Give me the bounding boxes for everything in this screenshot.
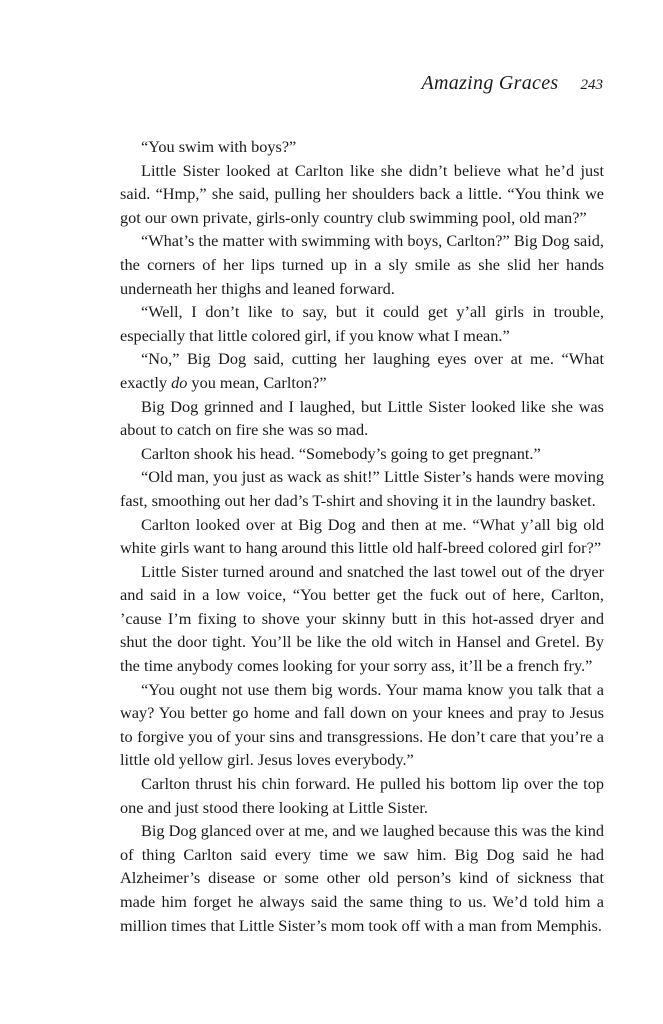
paragraph: “What’s the matter with swimming with boys, Carlton?” Big Dog said, the corners of her lips turned up in a sly smile as she slid her hands underneath her thighs and leaned forward.	[120, 231, 604, 298]
body-text	[120, 135, 604, 937]
paragraph: “Well, I don’t like to say, but it could get y’all girls in trouble, especially that little colored girl, if you know what I mean.”	[120, 302, 604, 345]
page-number: 243	[580, 77, 603, 93]
paragraph: Carlton shook his head. “Somebody’s going to get pregnant.”	[141, 443, 541, 463]
paragraph-text: you mean, Carlton?”	[187, 372, 327, 392]
paragraph: “You swim with boys?”	[141, 137, 297, 156]
paragraph: Little Sister turned around and snatched the last towel out of the dryer and said in a low voice, “You better get the fuck out of here, Carlton, ’cause I’m fixing to shove your skinny butt in this hot-assed dryer and shut the door tight. You’ll be like the old witch in Hansel and Gretel. By the time anybody comes looking for your sorry ass, it’ll be a french fry.”	[120, 561, 604, 676]
paragraph: Big Dog grinned and I laughed, but Little Sister looked like she was about to catch on fire she was so mad.	[120, 396, 604, 440]
emphasis-text: do	[171, 372, 188, 392]
paragraph: Carlton thrust his chin forward. He pulled his bottom lip over the top one and just stood there looking at Little Sister.	[120, 774, 604, 817]
paragraph: “You ought not use them big words. Your mama know you talk that a way? You better go home and fall down on your knees and pray to Jesus to forgive you of your sins and transgressions. He don’t care that you’re a little old yellow girl. Jesus loves everybody.”	[120, 679, 604, 770]
running-head	[422, 72, 603, 95]
paragraph: Little Sister looked at Carlton like she didn’t believe what he’d just said. “Hmp,” she said, pulling her shoulders back a little. “You think we got our own private, girls-only country club swimming pool, old man?”	[120, 160, 604, 227]
paragraph	[120, 347, 604, 394]
running-title: Amazing Graces	[421, 72, 559, 94]
paragraph: “Old man, you just as wack as shit!” Little Sister’s hands were moving fast, smoothing out her dad’s T-shirt and shoving it in the laundry basket.	[120, 467, 604, 510]
paragraph: Big Dog glanced over at me, and we laughed because this was the kind of thing Carlton said every time we saw him. Big Dog said he had Alzheimer’s disease or some other old person’s kind of sickness that made him forget he always said the same thing to us. We’d told him a million times that Little Sister’s mom took off with a man from Memphis.	[120, 821, 604, 935]
paragraph-text: “No,” Big Dog said, cutting her laughing eyes over at me. “What exactly	[120, 349, 604, 392]
paragraph: Carlton looked over at Big Dog and then at me. “What y’all big old white girls want to hang around this little old half-breed colored girl for?”	[120, 514, 604, 558]
